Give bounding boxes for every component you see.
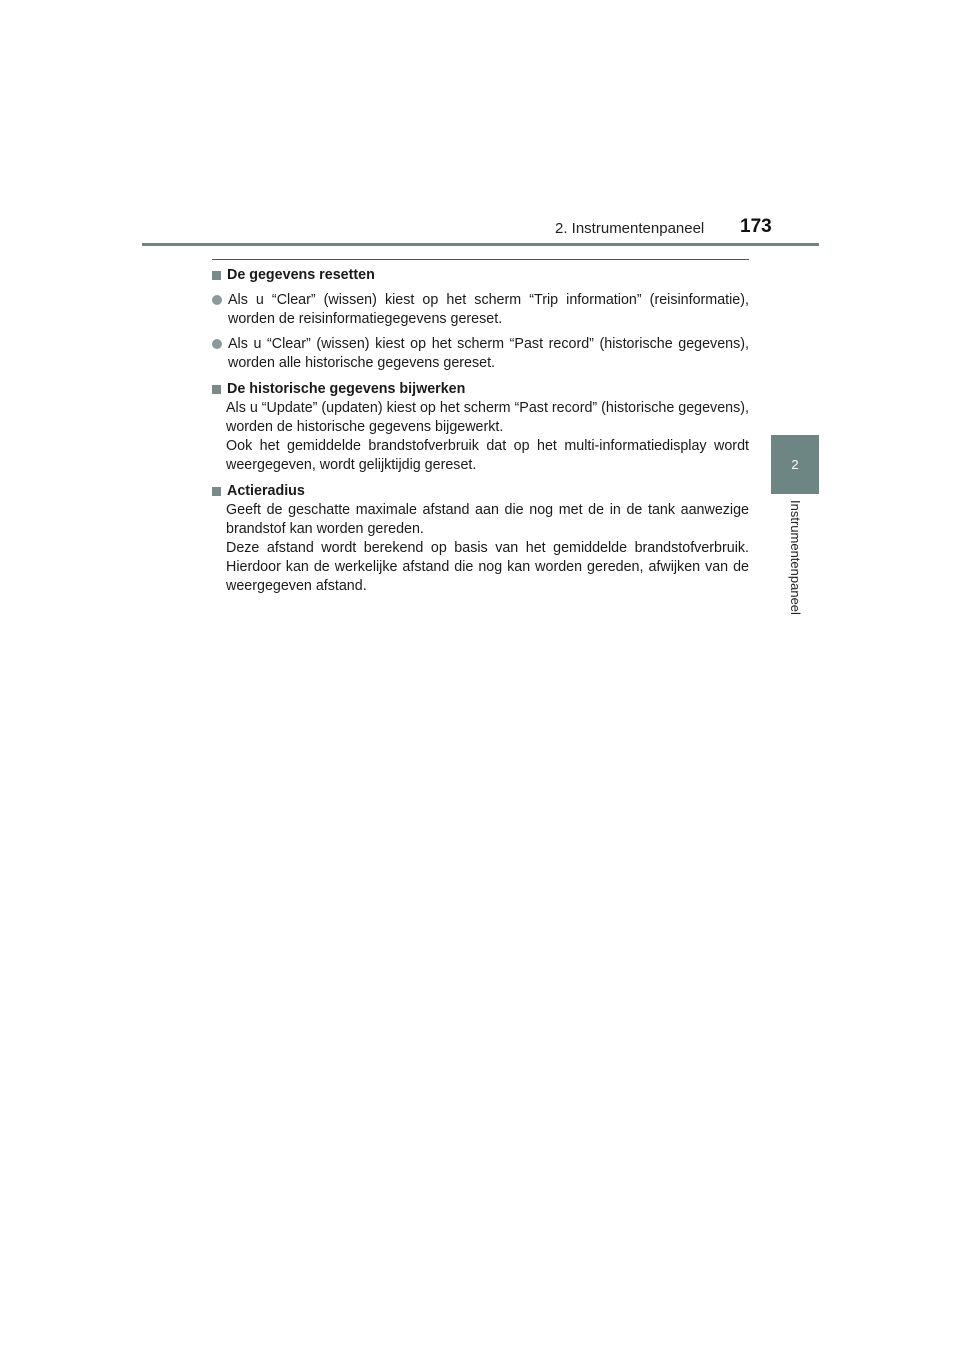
circle-bullet-icon bbox=[212, 295, 222, 305]
section-update-history bbox=[211, 380, 749, 475]
section-heading bbox=[211, 482, 749, 501]
section-heading bbox=[211, 266, 749, 285]
heading-text: Actieradius bbox=[227, 483, 305, 499]
content bbox=[211, 266, 749, 603]
header-rule bbox=[142, 243, 819, 246]
heading-text: De historische gegevens bijwerken bbox=[227, 381, 466, 397]
list-item bbox=[211, 291, 749, 329]
square-bullet-icon bbox=[212, 385, 221, 394]
section-reset bbox=[211, 266, 749, 373]
square-bullet-icon bbox=[212, 271, 221, 280]
paragraph: Deze afstand wordt berekend op basis van het gemiddelde brandstofverbruik. Hierdoor kan de werkelijke afstand die nog kan worden gereden, afwijken van de weergegeven afstand. bbox=[226, 540, 749, 594]
top-rule bbox=[212, 259, 749, 260]
paragraph: Ook het gemiddelde brandstofverbruik dat op het multi-informatiedisplay wordt weergegeven, wordt gelijktijdig gereset. bbox=[226, 438, 749, 473]
section-range bbox=[211, 482, 749, 596]
chapter-tab: 2 bbox=[771, 435, 819, 494]
header-title: 2. Instrumentenpaneel bbox=[555, 220, 705, 237]
paragraph: Als u “Update” (updaten) kiest op het scherm “Past record” (historische gegevens), worden de historische gegevens bijgewerkt. bbox=[226, 400, 749, 435]
square-bullet-icon bbox=[212, 487, 221, 496]
page-number: 173 bbox=[740, 216, 772, 237]
list-item bbox=[211, 335, 749, 373]
heading-text: De gegevens resetten bbox=[227, 267, 375, 283]
bullet-text: Als u “Clear” (wissen) kiest op het scherm “Trip information” (reisinformatie), worden de reisinformatiegegevens gereset. bbox=[228, 292, 749, 327]
paragraph: Geeft de geschatte maximale afstand aan die nog met de in de tank aanwezige brandstof kan worden gereden. bbox=[226, 502, 749, 537]
section-heading bbox=[211, 380, 749, 399]
chapter-side-label: Instrumentenpaneel bbox=[788, 500, 803, 615]
bullet-text: Als u “Clear” (wissen) kiest op het scherm “Past record” (historische gegevens), worden alle historische gegevens gereset. bbox=[228, 336, 749, 371]
circle-bullet-icon bbox=[212, 339, 222, 349]
